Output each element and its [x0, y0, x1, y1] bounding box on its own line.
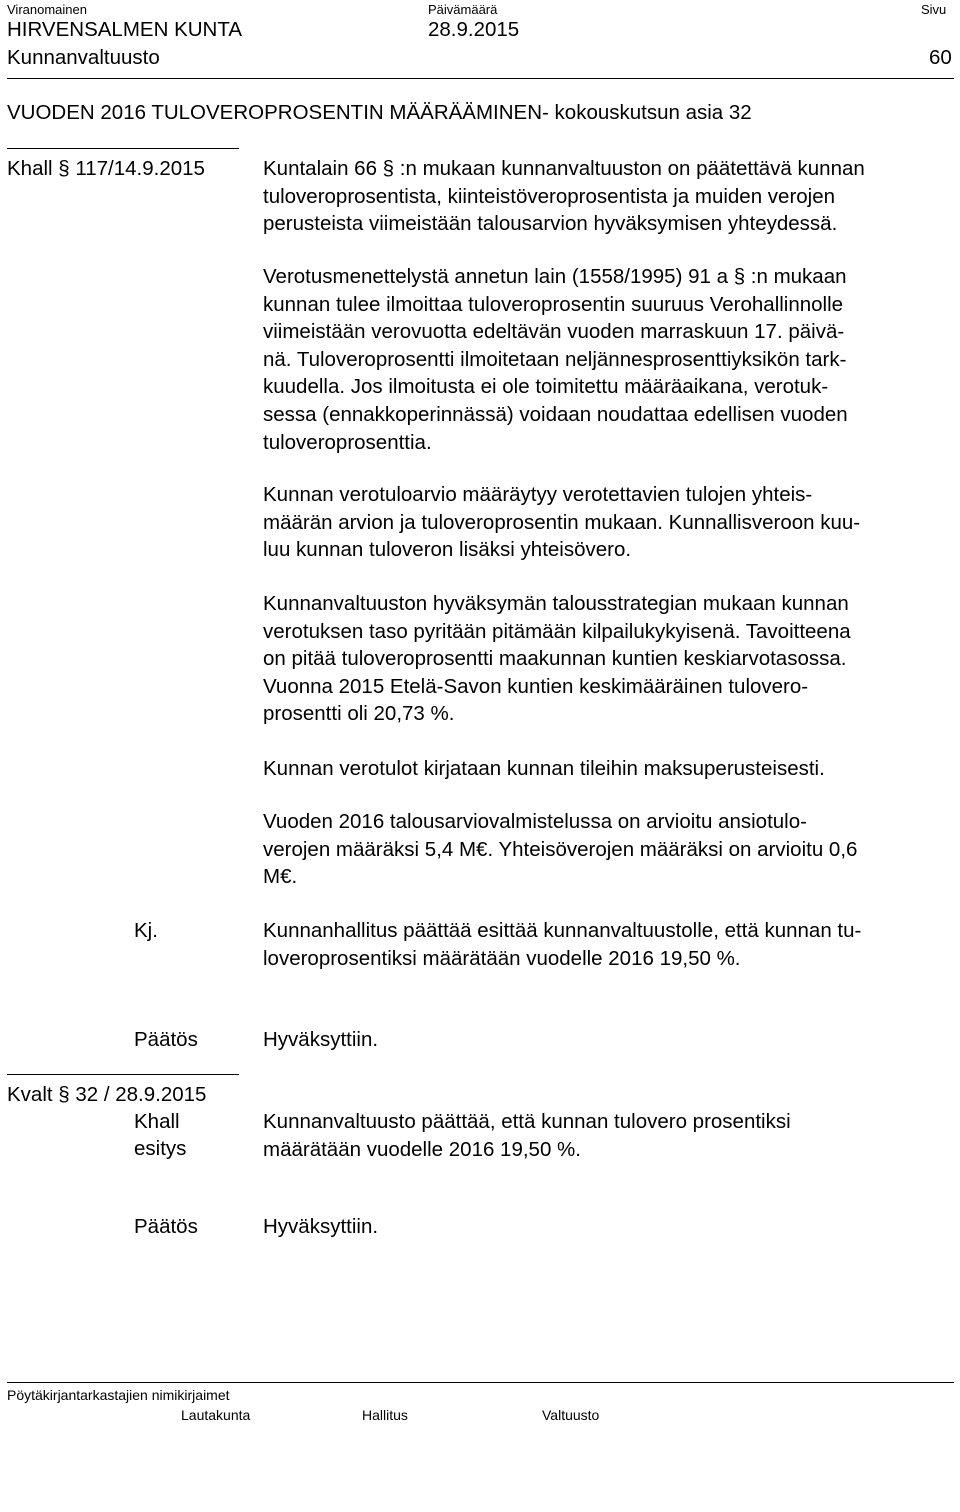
paragraph-line: sessa (ennakkoperinnässä) voidaan noudattaa edellisen vuoden: [263, 402, 848, 426]
khall-esitys-label-2: esitys: [134, 1137, 187, 1160]
footer-rule: [7, 1382, 954, 1383]
paragraph-1: [263, 155, 953, 238]
paragraph-line: loveroprosentiksi määrätään vuodelle 2016 19,50 %.: [263, 946, 741, 970]
paragraph-line: M€.: [263, 865, 298, 889]
decision-label: Päätös: [134, 1215, 198, 1238]
paragraph-line: määrän arvion ja tuloveroprosentin mukaan. Kunnallisveroon kuu-: [263, 510, 861, 534]
paragraph-line: Kunnan verotulot kirjataan kunnan tileihin maksuperusteisesti.: [263, 757, 825, 780]
decision-text: Hyväksyttiin.: [263, 1028, 379, 1051]
paragraph-4: [263, 590, 953, 728]
paragraph-line: Verotusmenettelystä annetun lain (1558/1995) 91 a § :n mukaan: [263, 265, 847, 288]
khall-esitys-text: [263, 1108, 953, 1163]
paragraph-line: prosentti oli 20,73 %.: [263, 702, 455, 726]
paragraph-line: Kuntalain 66 § :n mukaan kunnanvaltuuston on päätettävä kunnan: [263, 157, 865, 180]
paragraph-line: verojen määräksi 5,4 M€. Yhteisöverojen määräksi on arvioitu 0,6: [263, 837, 858, 861]
paragraph-line: Kunnanvaltuuston hyväksymän talousstrategian mukaan kunnan: [263, 592, 849, 615]
decision-text: Hyväksyttiin.: [263, 1215, 379, 1238]
paragraph-line: määrätään vuodelle 2016 19,50 %.: [263, 1137, 581, 1161]
paragraph-line: nä. Tuloveroprosentti ilmoitetaan neljännesprosenttiyksikön tark-: [263, 347, 847, 371]
kvalt-reference: Kvalt § 32 / 28.9.2015: [7, 1083, 207, 1106]
paragraph-6: [263, 808, 953, 891]
paragraph-line: Vuoden 2016 talousarviovalmistelussa on arvioitu ansiotulo-: [263, 810, 807, 833]
header-org-name: HIRVENSALMEN KUNTA: [7, 18, 243, 41]
paragraph-line: on pitää tuloveroprosentti maakunnan kuntien keskiarvotasossa.: [263, 647, 847, 671]
khall-esitys-label-1: Khall: [134, 1110, 180, 1133]
kvalt-ref-rule: [7, 1074, 239, 1075]
kj-proposal: [263, 917, 953, 972]
paragraph-line: Kunnan verotuloarvio määräytyy verotettavien tulojen yhteis-: [263, 483, 813, 506]
header-body-name: Kunnanvaltuusto: [7, 46, 160, 69]
paragraph-line: kunnan tulee ilmoittaa tuloveroprosentin suuruus Verohallinnolle: [263, 292, 844, 316]
header-date: 28.9.2015: [428, 18, 520, 41]
header-label-date: Päivämäärä: [428, 2, 498, 17]
header-page-number: 60: [929, 46, 952, 69]
paragraph-2: [263, 263, 953, 456]
decision-label: Päätös: [134, 1028, 198, 1051]
paragraph-line: Kunnanvaltuusto päättää, että kunnan tulovero prosentiksi: [263, 1110, 791, 1133]
section-title: VUODEN 2016 TULOVEROPROSENTIN MÄÄRÄÄMINEN- kokouskutsun asia 32: [7, 101, 752, 124]
footer-col-hallitus: Hallitus: [362, 1407, 408, 1423]
footer-col-valtuusto: Valtuusto: [542, 1407, 600, 1423]
paragraph-line: verotuksen taso pyritään pitämään kilpailukykyisenä. Tavoitteena: [263, 619, 851, 643]
kj-label: Kj.: [134, 919, 158, 942]
paragraph-5: [263, 755, 953, 783]
paragraph-line: tuloveroprosenttia.: [263, 430, 432, 454]
footer-col-lautakunta: Lautakunta: [181, 1407, 251, 1423]
khall-reference: Khall § 117/14.9.2015: [7, 157, 205, 180]
paragraph-line: Kunnanhallitus päättää esittää kunnanvaltuustolle, että kunnan tu-: [263, 919, 862, 942]
paragraph-line: perusteista viimeistään talousarvion hyväksymisen yhteydessä.: [263, 212, 838, 236]
khall-ref-rule: [7, 148, 239, 149]
paragraph-3: [263, 481, 953, 564]
paragraph-line: viimeistään verovuotta edeltävän vuoden marraskuun 17. päivä-: [263, 320, 845, 344]
footer-signatures-label: Pöytäkirjantarkastajien nimikirjaimet: [7, 1387, 230, 1403]
header-rule: [7, 78, 954, 79]
paragraph-line: kuudella. Jos ilmoitusta ei ole toimitettu määräaikana, verotuk-: [263, 375, 829, 399]
header-label-organ: Viranomainen: [7, 2, 87, 17]
header-label-page: Sivu: [921, 2, 947, 17]
paragraph-line: luu kunnan tuloveron lisäksi yhteisövero.: [263, 538, 632, 562]
paragraph-line: tuloveroprosentista, kiinteistöveroprosentista ja muiden verojen: [263, 184, 836, 208]
paragraph-line: Vuonna 2015 Etelä-Savon kuntien keskimääräinen tulovero-: [263, 674, 809, 698]
